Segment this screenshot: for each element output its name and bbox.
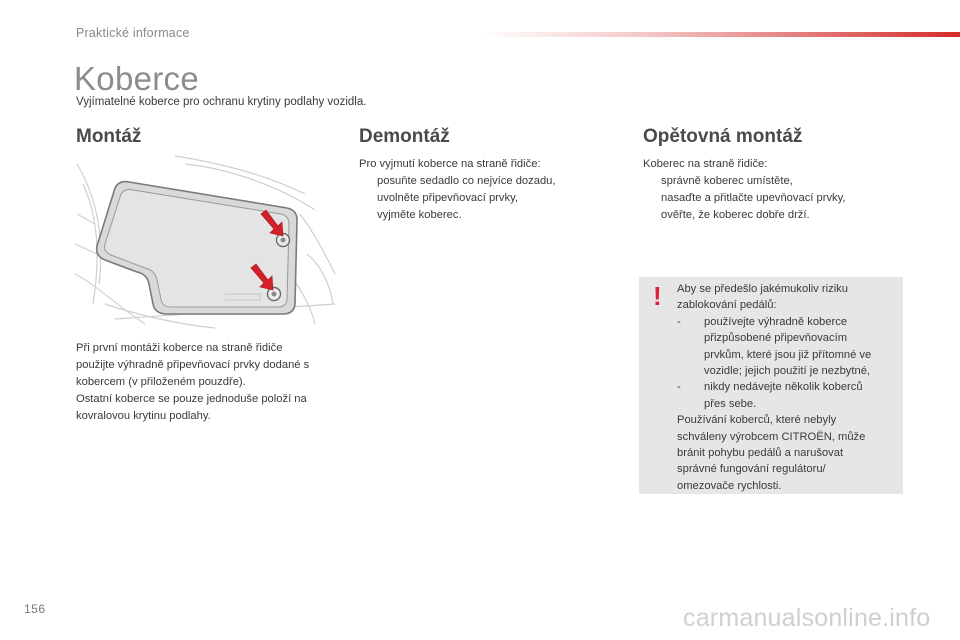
warning-outro-line: bránit pohybu pedálů a narušovat xyxy=(677,447,844,460)
mount-text xyxy=(76,340,338,425)
list-item: posuňte sedadlo co nejvíce dozadu, xyxy=(377,175,556,187)
removal-heading: Demontáž xyxy=(359,126,450,147)
warning-intro-line: zablokování pedálů: xyxy=(677,299,777,312)
list-item: - nikdy nedávejte několik koberců přes sebe. xyxy=(677,381,863,410)
warning-outro-line: schváleny výrobcem CITROËN, může xyxy=(677,430,866,443)
list-item: - používejte výhradně koberce přizpůsobené připevňovacím prvkům, které jsou již přítomné ve vozidle; jejich použití je nezbytné, xyxy=(677,315,872,378)
list-item: nasaďte a přitlačte upevňovací prvky, xyxy=(661,192,846,204)
refit-steps xyxy=(643,173,893,224)
mount-line: Ostatní koberce se pouze jednoduše položí na xyxy=(76,393,307,405)
warning-list xyxy=(677,314,899,412)
warning-intro-line: Aby se předešlo jakémukoliv riziku xyxy=(677,283,848,295)
warning-box xyxy=(639,277,903,494)
list-item: vyjměte koberec. xyxy=(377,209,462,221)
warning-text xyxy=(677,281,899,494)
warning-exclamation-icon: ! xyxy=(653,281,662,311)
warning-outro-line: správné fungování regulátoru/ xyxy=(677,463,826,476)
floor-mat-drawing xyxy=(75,154,337,330)
removal-steps xyxy=(359,173,609,224)
page-subtitle: Vyjímatelné koberce pro ochranu krytiny podlahy vozidla. xyxy=(76,96,367,108)
list-item: ověřte, že koberec dobře drží. xyxy=(661,209,810,221)
dash-bullet: - xyxy=(677,381,681,394)
mount-line: použijte výhradně připevňovací prvky dodané s xyxy=(76,359,310,371)
page-number: 156 xyxy=(24,602,46,616)
list-item: uvolněte připevňovací prvky, xyxy=(377,192,518,204)
warning-outro-line: Používání koberců, které nebyly xyxy=(677,414,837,427)
refit-intro: Koberec na straně řidiče: xyxy=(643,158,768,170)
watermark: carmanualsonline.info xyxy=(683,604,931,632)
refit-heading: Opětovná montáž xyxy=(643,126,803,147)
header-accent-bar xyxy=(478,32,960,37)
refit-text xyxy=(643,156,893,224)
mount-line: kovralovou krytinu podlahy. xyxy=(76,410,211,422)
section-header: Praktické informace xyxy=(76,26,190,40)
page-title: Koberce xyxy=(74,60,200,97)
floor-mat-illustration xyxy=(75,154,337,330)
warning-outro-line: omezovače rychlosti. xyxy=(677,479,782,492)
list-item: správně koberec umístěte, xyxy=(661,175,793,187)
removal-text xyxy=(359,156,609,224)
mount-line: Při první montáži koberce na straně řidiče xyxy=(76,342,283,354)
dash-bullet: - xyxy=(677,315,681,328)
removal-intro: Pro vyjmutí koberce na straně řidiče: xyxy=(359,158,541,170)
mount-line: kobercem (v přiloženém pouzdře). xyxy=(76,376,246,388)
mount-heading: Montáž xyxy=(76,126,142,147)
